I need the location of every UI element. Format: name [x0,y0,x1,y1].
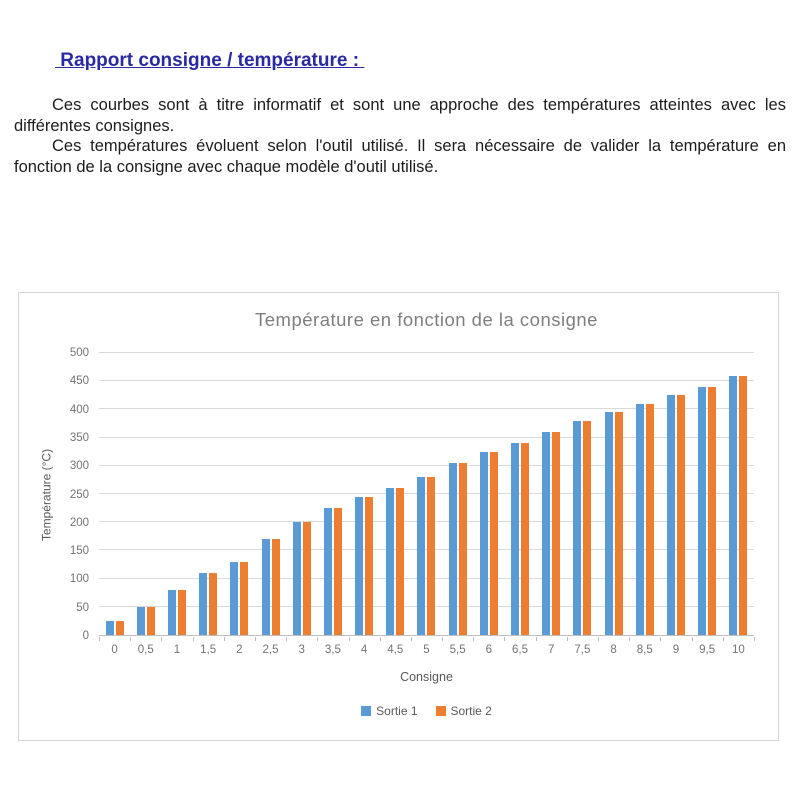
bar-sortie-1 [449,463,457,635]
axis-tickmark [255,637,256,641]
bar-group [536,353,567,635]
x-tick-label: 1 [173,644,181,656]
x-tick-label: 6,5 [512,644,529,656]
axis-tickmark [598,637,599,641]
axis-tickmark [317,637,318,641]
y-tick-label: 500 [69,347,89,359]
bar-sortie-2 [147,607,155,635]
bar-sortie-2 [490,452,498,635]
bar-sortie-1 [262,539,270,635]
x-tick-label: 7 [548,644,555,656]
bar-sortie-2 [116,621,124,635]
bar-group [629,353,660,635]
bar-sortie-2 [615,412,623,635]
paragraph-intro: Ces courbes sont à titre informatif et sont une approche des températures atteintes avec les différentes consignes. [14,96,786,135]
legend-label: Sortie 2 [450,704,492,718]
bar-sortie-1 [542,432,550,635]
bar-sortie-1 [230,562,238,635]
bar-sortie-1 [168,590,176,635]
axis-tickmark [723,637,724,641]
bar-sortie-2 [646,404,654,635]
bar-sortie-1 [480,452,488,635]
x-tick-label: 2 [236,644,243,656]
axis-tickmark [224,637,225,641]
x-tick-label: 0,5 [137,644,154,656]
x-tick-label: 4,5 [387,644,404,656]
bar-sortie-1 [698,387,706,635]
y-tick-label: 300 [69,460,89,473]
axis-tickmark [349,637,350,641]
bar-sortie-1 [355,497,363,635]
bar-sortie-1 [293,522,301,635]
bar-sortie-1 [106,621,114,635]
plot-area [99,353,754,636]
bar-group [349,353,380,635]
axis-tickmark [286,637,287,641]
axis-tickmark [660,637,661,641]
axis-tickmark [692,637,693,641]
bar-sortie-2 [396,488,404,635]
axis-tickmark [380,637,381,641]
y-tick-label: 400 [69,403,89,416]
bar-group [255,353,286,635]
y-tick-label: 100 [69,573,89,586]
bar-sortie-2 [459,463,467,635]
bar-group [723,353,754,635]
bar-sortie-1 [667,395,675,635]
axis-tickmark [99,637,100,641]
bar-sortie-2 [708,387,716,635]
legend-item-sortie-2 [436,704,492,718]
legend-swatch-icon [361,706,371,716]
bar-sortie-1 [605,412,613,635]
y-tick-label: 250 [69,488,89,501]
legend-label: Sortie 1 [376,704,418,718]
bar-group [473,353,504,635]
bar-group [567,353,598,635]
x-axis-tickmarks [99,637,754,641]
x-tick-label: 5 [423,644,430,656]
axis-tickmark [130,637,131,641]
axis-tickmark [161,637,162,641]
bar-sortie-1 [511,443,519,635]
x-tick-label: 3 [298,644,305,656]
bar-group [598,353,629,635]
bar-sortie-2 [739,376,747,635]
bar-group [442,353,473,635]
bar-sortie-2 [334,508,342,635]
axis-tickmark [473,637,474,641]
paragraph-note: Ces températures évoluent selon l'outil utilisé. Il sera nécessaire de valider la température en fonction de la consigne avec chaque modèle d'outil utilisé. [14,137,786,176]
bar-group [504,353,535,635]
bar-sortie-2 [677,395,685,635]
x-axis-labels [99,644,754,656]
chart-title: Température en fonction de la consigne [255,309,598,330]
bar-sortie-1 [729,376,737,635]
y-tick-label: 150 [69,545,89,558]
bar-group [317,353,348,635]
bar-group [380,353,411,635]
y-axis-labels [45,347,89,642]
axis-tickmark [504,637,505,641]
legend-swatch-icon [436,706,446,716]
bar-group [411,353,442,635]
bar-sortie-2 [552,432,560,635]
x-tick-label: 3,5 [324,644,341,656]
bar-group [193,353,224,635]
y-tick-label: 50 [76,601,89,614]
x-tick-label: 8,5 [636,644,653,656]
x-tick-label: 7,5 [574,644,591,656]
bar-sortie-2 [209,573,217,635]
y-tick-label: 200 [69,516,89,529]
x-tick-label: 6 [485,644,493,656]
bar-sortie-2 [365,497,373,635]
x-tick-label: 9 [672,644,680,656]
axis-tickmark [442,637,443,641]
x-tick-label: 2,5 [262,644,279,656]
bar-group [660,353,691,635]
y-tick-label: 450 [69,375,89,388]
x-axis-title: Consigne [400,670,453,684]
bar-sortie-2 [303,522,311,635]
legend-item-sortie-1 [361,704,417,718]
bar-group [286,353,317,635]
x-tick-label: 10 [731,644,745,656]
x-tick-label: 4 [360,644,368,656]
x-tick-label: 0 [111,644,118,656]
bar-sortie-1 [199,573,207,635]
bar-sortie-1 [324,508,332,635]
x-tick-label: 8 [610,644,617,656]
bar-sortie-2 [583,421,591,635]
x-tick-label: 5,5 [449,644,466,656]
bar-sortie-2 [272,539,280,635]
bar-sortie-2 [178,590,186,635]
y-axis-title: Température (°C) [39,448,54,542]
y-tick-label: 350 [69,431,89,444]
bar-sortie-1 [636,404,644,635]
chart-panel [18,292,779,741]
y-tick-label: 0 [82,630,89,642]
bar-group [224,353,255,635]
bar-group [161,353,192,635]
x-tick-label: 9,5 [699,644,716,656]
bar-sortie-2 [521,443,529,635]
axis-tickmark [567,637,568,641]
axis-tickmark [411,637,412,641]
chart-legend [99,704,754,718]
bar-sortie-1 [417,477,425,635]
axis-tickmark [193,637,194,641]
axis-tickmark [754,637,755,641]
bar-group [130,353,161,635]
bar-group [99,353,130,635]
bar-sortie-2 [240,562,248,635]
axis-tickmark [536,637,537,641]
bar-sortie-1 [573,421,581,635]
body-text [14,95,786,177]
bar-sortie-1 [137,607,145,635]
bar-sortie-2 [427,477,435,635]
axis-tickmark [629,637,630,641]
x-tick-label: 1,5 [200,644,217,656]
page-title: Rapport consigne / température : [55,50,365,71]
bar-group [692,353,723,635]
bar-sortie-1 [386,488,394,635]
bar-groups [99,353,754,635]
